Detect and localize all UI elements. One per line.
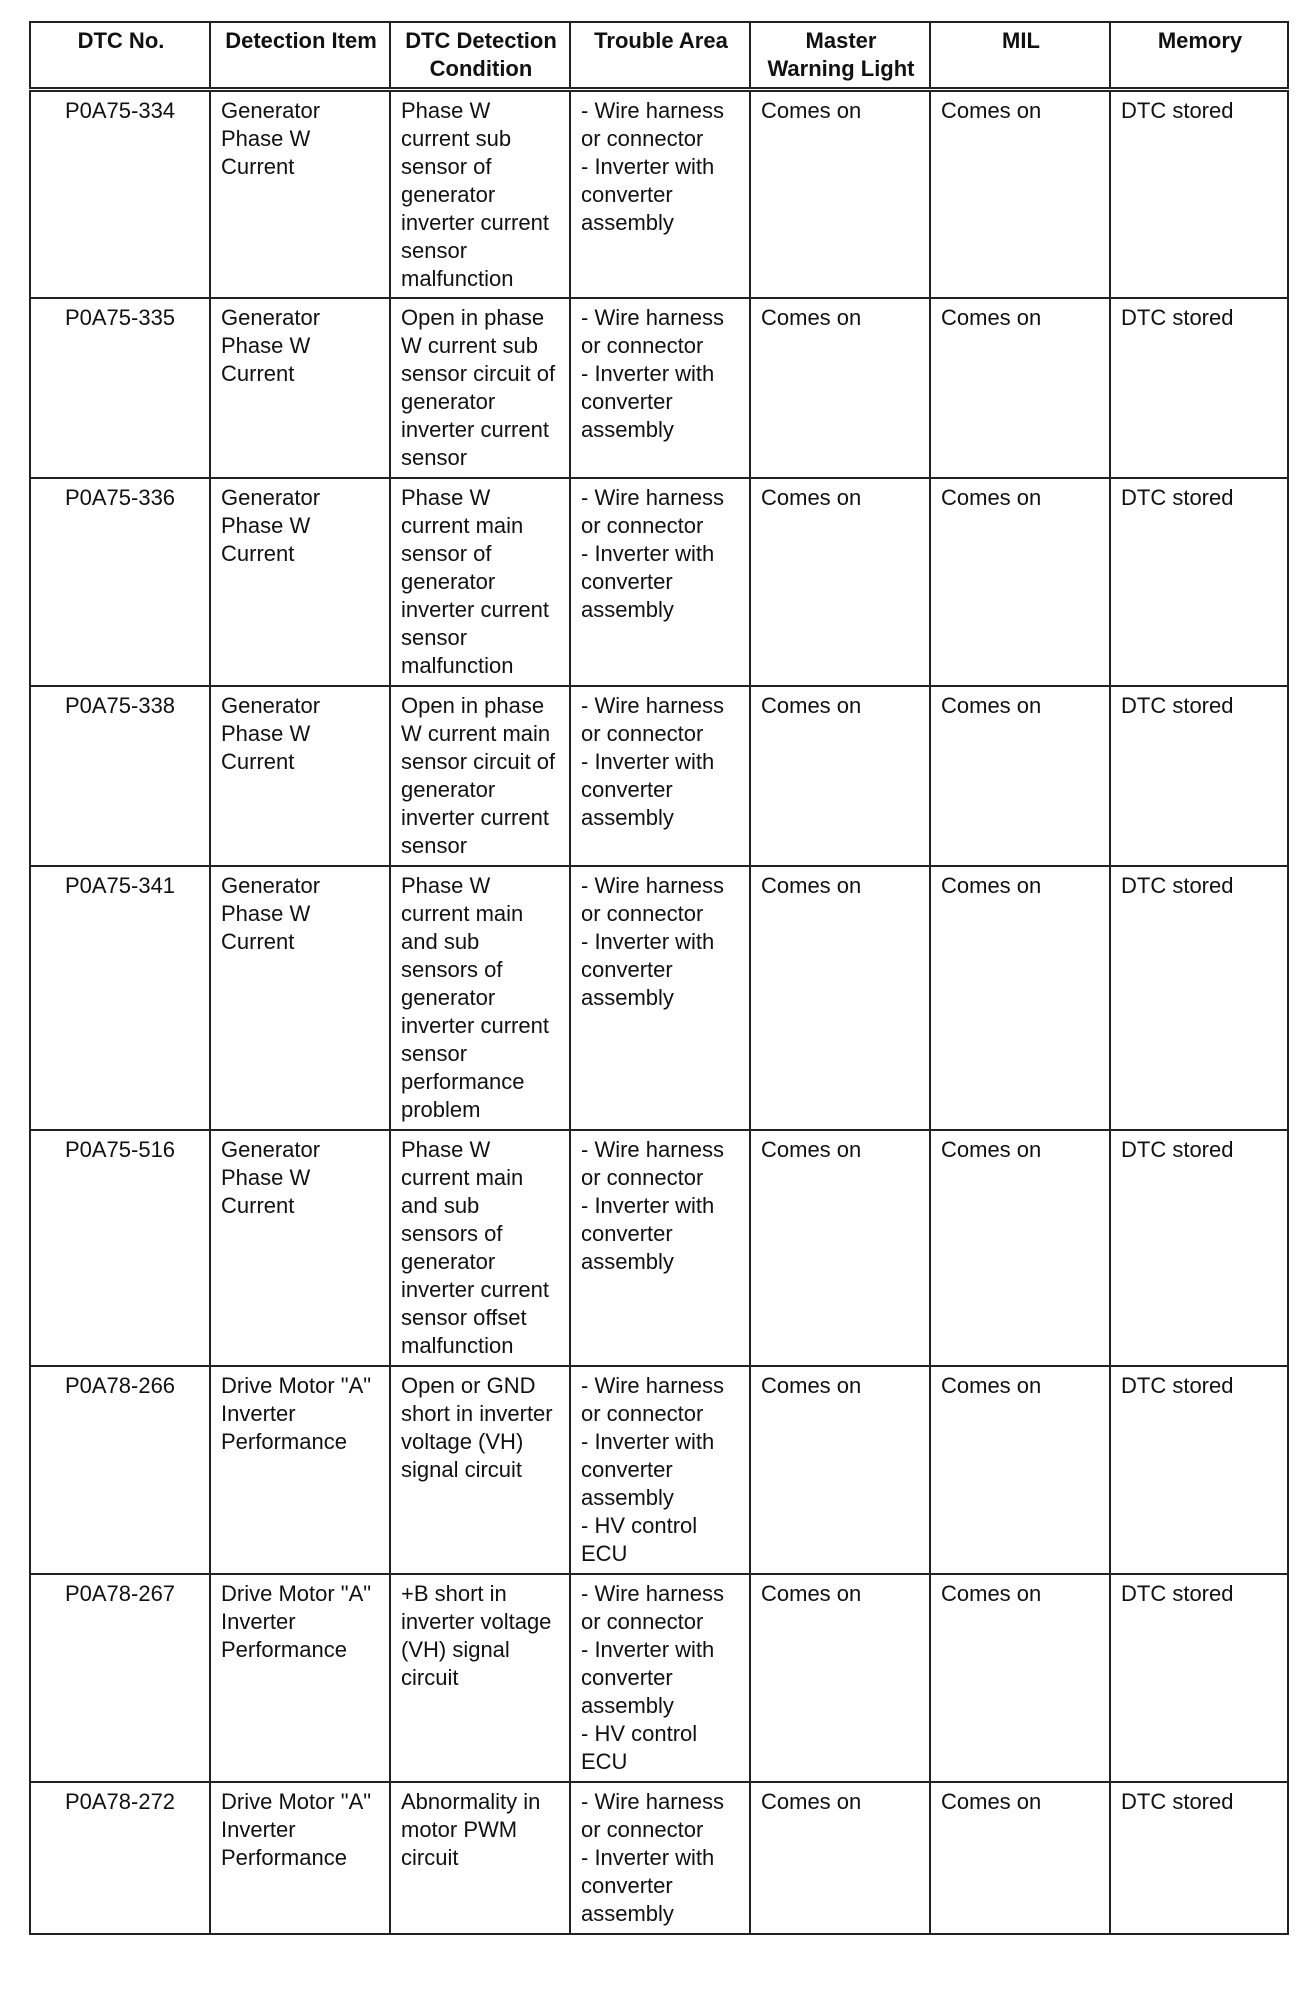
detection-item: Generator Phase W Current: [210, 90, 390, 299]
detection-item: Generator Phase W Current: [210, 1130, 390, 1366]
trouble-area: [570, 686, 750, 866]
dtc-code: P0A78-267: [30, 1574, 210, 1782]
mil-status: Comes on: [930, 866, 1110, 1130]
header-detection-condition: DTC Detection Condition: [390, 22, 570, 90]
memory-status: DTC stored: [1110, 478, 1288, 686]
trouble-area-line: - HV control ECU: [581, 1721, 698, 1774]
detection-condition: +B short in inverter voltage (VH) signal circuit: [390, 1574, 570, 1782]
trouble-area-line: - Inverter with converter assembly: [581, 541, 715, 622]
mil-status: Comes on: [930, 1130, 1110, 1366]
dtc-code: P0A78-272: [30, 1782, 210, 1934]
dtc-table-container: [29, 21, 1287, 1935]
header-master-warning-light: Master Warning Light: [750, 22, 930, 90]
table-row: [30, 1366, 1288, 1574]
mil-status: Comes on: [930, 686, 1110, 866]
master-warning-light: Comes on: [750, 1366, 930, 1574]
trouble-area-line: - Inverter with converter assembly: [581, 361, 715, 442]
table-row: [30, 686, 1288, 866]
dtc-code: P0A75-516: [30, 1130, 210, 1366]
detection-item: Generator Phase W Current: [210, 298, 390, 478]
trouble-area: [570, 90, 750, 299]
detection-condition: Open in phase W current sub sensor circuit of generator inverter current sensor: [390, 298, 570, 478]
master-warning-light: Comes on: [750, 298, 930, 478]
trouble-area-line: - Inverter with converter assembly: [581, 1193, 715, 1274]
detection-item: Drive Motor "A" Inverter Performance: [210, 1782, 390, 1934]
table-row: [30, 90, 1288, 299]
detection-item: Drive Motor "A" Inverter Performance: [210, 1366, 390, 1574]
trouble-area-line: - Wire harness or connector: [581, 1581, 725, 1634]
trouble-area: [570, 298, 750, 478]
dtc-code: P0A75-338: [30, 686, 210, 866]
mil-status: Comes on: [930, 298, 1110, 478]
master-warning-light: Comes on: [750, 1574, 930, 1782]
header-trouble-area: Trouble Area: [570, 22, 750, 90]
trouble-area-line: - Wire harness or connector: [581, 1137, 725, 1190]
master-warning-light: Comes on: [750, 90, 930, 299]
trouble-area-line: - Wire harness or connector: [581, 485, 725, 538]
trouble-area-line: - Wire harness or connector: [581, 1373, 725, 1426]
trouble-area-line: - Inverter with converter assembly: [581, 1845, 715, 1926]
trouble-area-line: - Wire harness or connector: [581, 98, 725, 151]
dtc-code: P0A75-334: [30, 90, 210, 299]
detection-item: Drive Motor "A" Inverter Performance: [210, 1574, 390, 1782]
memory-status: DTC stored: [1110, 1782, 1288, 1934]
trouble-area-line: - Inverter with converter assembly: [581, 749, 715, 830]
master-warning-light: Comes on: [750, 686, 930, 866]
master-warning-light: Comes on: [750, 866, 930, 1130]
memory-status: DTC stored: [1110, 298, 1288, 478]
header-dtc-no: DTC No.: [30, 22, 210, 90]
dtc-code: P0A75-341: [30, 866, 210, 1130]
detection-item: Generator Phase W Current: [210, 478, 390, 686]
trouble-area: [570, 1782, 750, 1934]
master-warning-light: Comes on: [750, 1130, 930, 1366]
trouble-area-line: - Wire harness or connector: [581, 693, 725, 746]
detection-condition: Open or GND short in inverter voltage (VH) signal circuit: [390, 1366, 570, 1574]
trouble-area-line: - Inverter with converter assembly: [581, 929, 715, 1010]
trouble-area-line: - Wire harness or connector: [581, 873, 725, 926]
mil-status: Comes on: [930, 90, 1110, 299]
trouble-area-line: - HV control ECU: [581, 1513, 698, 1566]
dtc-code: P0A75-335: [30, 298, 210, 478]
memory-status: DTC stored: [1110, 686, 1288, 866]
trouble-area: [570, 1574, 750, 1782]
table-header-row: [30, 22, 1288, 90]
table-row: [30, 866, 1288, 1130]
memory-status: DTC stored: [1110, 1366, 1288, 1574]
detection-item: Generator Phase W Current: [210, 866, 390, 1130]
trouble-area-line: - Wire harness or connector: [581, 1789, 725, 1842]
trouble-area: [570, 478, 750, 686]
mil-status: Comes on: [930, 1574, 1110, 1782]
header-mil: MIL: [930, 22, 1110, 90]
master-warning-light: Comes on: [750, 478, 930, 686]
table-row: [30, 1574, 1288, 1782]
detection-condition: Open in phase W current main sensor circuit of generator inverter current sensor: [390, 686, 570, 866]
master-warning-light: Comes on: [750, 1782, 930, 1934]
memory-status: DTC stored: [1110, 1130, 1288, 1366]
trouble-area: [570, 1366, 750, 1574]
detection-condition: Phase W current main and sub sensors of generator inverter current sensor performance problem: [390, 866, 570, 1130]
trouble-area-line: - Inverter with converter assembly: [581, 154, 715, 235]
table-row: [30, 478, 1288, 686]
table-row: [30, 298, 1288, 478]
detection-condition: Phase W current main sensor of generator inverter current sensor malfunction: [390, 478, 570, 686]
header-detection-item: Detection Item: [210, 22, 390, 90]
detection-condition: Abnormality in motor PWM circuit: [390, 1782, 570, 1934]
mil-status: Comes on: [930, 1366, 1110, 1574]
detection-item: Generator Phase W Current: [210, 686, 390, 866]
dtc-code: P0A78-266: [30, 1366, 210, 1574]
mil-status: Comes on: [930, 478, 1110, 686]
dtc-table: [29, 21, 1289, 1935]
detection-condition: Phase W current main and sub sensors of generator inverter current sensor offset malfunction: [390, 1130, 570, 1366]
trouble-area-line: - Wire harness or connector: [581, 305, 725, 358]
header-memory: Memory: [1110, 22, 1288, 90]
table-row: [30, 1130, 1288, 1366]
trouble-area: [570, 866, 750, 1130]
memory-status: DTC stored: [1110, 90, 1288, 299]
dtc-code: P0A75-336: [30, 478, 210, 686]
trouble-area-line: - Inverter with converter assembly: [581, 1429, 715, 1510]
table-row: [30, 1782, 1288, 1934]
detection-condition: Phase W current sub sensor of generator inverter current sensor malfunction: [390, 90, 570, 299]
mil-status: Comes on: [930, 1782, 1110, 1934]
trouble-area: [570, 1130, 750, 1366]
memory-status: DTC stored: [1110, 1574, 1288, 1782]
trouble-area-line: - Inverter with converter assembly: [581, 1637, 715, 1718]
memory-status: DTC stored: [1110, 866, 1288, 1130]
